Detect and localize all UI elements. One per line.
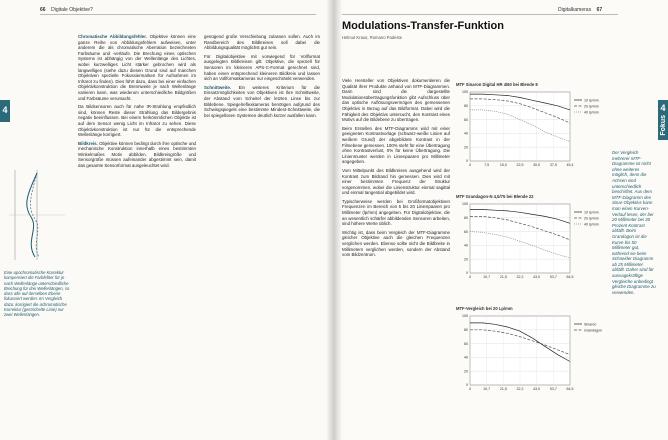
- book-gutter: [326, 0, 342, 440]
- y-tick-label: 0: [466, 159, 468, 164]
- mtf-chart-1: [456, 82, 606, 184]
- y-tick-label: 20: [464, 257, 468, 262]
- x-tick-label: 0: [469, 275, 471, 279]
- y-tick-label: 80: [464, 328, 468, 332]
- x-tick-label: 64,5: [566, 275, 574, 279]
- x-tick-label: 21,5: [499, 387, 507, 391]
- right-running-head: [558, 7, 602, 13]
- x-tick-label: 32,2: [516, 387, 524, 391]
- legend-label: Grandagon: [584, 328, 602, 333]
- left-running-title: Digitale Objektive?: [51, 7, 93, 13]
- x-tick-label: 43,0: [533, 275, 541, 279]
- mtf-chart-3-title: MTF-Vergleich bei 20 Lp/mm: [456, 306, 513, 311]
- y-tick-label: 40: [464, 131, 468, 136]
- y-tick-label: 100: [462, 314, 468, 319]
- mtf-chart-1-plot: [456, 87, 606, 179]
- right-running-title: Digitalkameras: [558, 7, 592, 13]
- x-tick-label: 43,0: [533, 387, 541, 391]
- right-col-para-4: Typischerweise werden bei Großformatobjektiven Frequenzen im Bereich von 5 bis 20 Linienpaaren pro Millimeter (lp/mm) angegeben. Für Digitalobjektive, die an wesentlich schärfer abbildenden Sensoren arbeiten, sind höhere Werte üblich.: [342, 198, 450, 227]
- legend-label: 10 lp/mm: [584, 210, 599, 215]
- left-figure-caption: Eine apochromatische Korrektur kompensiert die Farbfehler für je nach Wellenlänge unterschiedliche Brechung für drei Wellenlängen, so dass alle auf derselben Ebene fokussiert werden. Im Vergleich dazu: korrigiert die achromatische Korrektur (gestrichelte Linie) nur zwei Wellenlängen.: [4, 270, 70, 318]
- left-col1-para-1: Chromatische Abbildungsfehler. Objektive können eine ganze Reihe von Abbildungsfehlern aufweisen, unter anderem die als chromatische Aberration bezeichneten Farbsäume und -verläufe. Die Brechung eines optischen Systems ist abhängig von der Wellenlänge des Lichtes, wobei kurzwelliges Licht stärker gebrochen wird als langwelliges (siehe dazu diesen Grund sind auf manchen Objektiven spezielle Fokussiermarken für Aufnahmen im Infrarot zu finden). Dies führt dazu, dass bei einer einfachen Objektivkonstruktion die Brennweite je nach Wellenlänge variieren kann, was wiederum unterschiedliche Bildgrößen und Farbsäume verursacht.: [78, 34, 196, 101]
- y-tick-label: 100: [462, 202, 468, 207]
- apochromat-diagram: [5, 165, 69, 265]
- x-tick-label: 32,2: [516, 275, 524, 279]
- y-tick-label: 60: [464, 341, 468, 346]
- right-top-rule: [342, 14, 618, 15]
- page-title: Modulations-Transfer-Funktion: [342, 20, 504, 32]
- mtf-chart-2-plot: [456, 199, 606, 291]
- y-tick-label: 80: [464, 216, 468, 220]
- legend-label: 20 lp/mm: [584, 216, 599, 221]
- y-tick-label: 80: [464, 104, 468, 108]
- left-column-2: [204, 34, 320, 121]
- y-tick-label: 100: [462, 90, 468, 95]
- left-column-1: [78, 34, 196, 172]
- x-tick-label: 22,5: [516, 163, 524, 167]
- left-col2-para-3: Schnittweite. Ein weiteres Kriterium für die Einsatzmöglichkeiten von Objektiven ist ihre Schnittweite, der Abstand vom Scheitel der letzten Linse bis zur Bildebene. Spiegelreflexkameras benötigen aufgrund des Schwingspiegels eine bestimmte Mindest-Schnittweite, die bei spiegellosen Systemen deutlich kürzer ausfallen kann.: [204, 84, 320, 118]
- legend-label: 20 lp/mm: [584, 104, 599, 109]
- x-tick-label: 15,0: [499, 163, 507, 167]
- x-tick-label: 53,7: [549, 275, 557, 279]
- mtf-chart-2: [456, 194, 606, 296]
- side-note: Der Vergleich mehrerer MTF-Diagramme ist nicht ohne weiteres möglich, denn die Achsen sind unterschiedlich beschriftet. Aus dem MTF-Diagramm des Sinar-Objektivs kann man einen Kurven-Verlauf lesen, der bei 20 Millimeter bei 30 Prozent Kontrast abfällt. Beim Grandagon ist die Kurve bis 50 Millimeter gut, während sie beim Schneider Diagramm ab 25 Millimeter abfällt. Daher sind für aussagekräftige Vergleiche unbedingt gleiche Diagramme zu verwenden.: [612, 150, 656, 295]
- x-tick-label: 21,5: [499, 275, 507, 279]
- left-running-head: [40, 7, 93, 13]
- y-tick-label: 20: [464, 369, 468, 374]
- x-tick-label: 64,5: [566, 387, 574, 391]
- legend-label: 40 lp/mm: [584, 110, 599, 115]
- x-tick-label: 10,7: [483, 387, 491, 391]
- mtf-chart-1-title: MTF Sinaron Digital HR 4/60 bei Blende 8: [456, 82, 538, 87]
- authors: Helmut Kraus, Romano Padeste: [342, 35, 403, 40]
- legend-label: 40 lp/mm: [584, 222, 599, 227]
- right-col-para-2: Beim Erstellen des MTF-Diagramms wird mit einer geeigneten Kontrastvorlage (schwarz-weiße Linien auf weißem Grund) der abgebildete Kontrast in der Filmebene gemessen. 100% steht für eine Übertragung ohne Kontrastverlust, 0% für keine Übertragung. Die Linienmuster werden in Linienpaaren pro Millimeter angegeben.: [342, 125, 450, 165]
- left-col1-para-2: Da Bildsensoren auch für nahe IR-Strahlung empfindlich sind, können Reste dieser Strahlung das Bildergebnis negativ beeinflussen. Bei einem herkömmlichen Objektiv ist auf dem Sensor wenig Licht im Infrarot zu sehen. Diese Objektivkonstruktion ist nur für die entsprechende Wellenlänge korrigiert.: [78, 104, 196, 138]
- left-page-number: 66: [40, 7, 46, 13]
- mtf-chart-3-plot: [456, 311, 606, 403]
- right-col-para-5: Wichtig ist, dass beim Vergleich der MTF-Diagramme gleicher Objektive auch die gleichen Frequenzen verglichen werden. Ebenso sollte nicht die Bildbreite in Millimetern verglichen werden, sondern der Abstand vom Bildzentrum.: [342, 229, 450, 258]
- y-tick-label: 0: [466, 383, 468, 388]
- right-col-para-3: Vom Mittelpunkt des Bildkreises ausgehend wird der Kontrast zum Bildrand hin gemessen. Dies wird mit einer bestimmten Frequenz der Struktur vorgenommen, wobei die Linienstruktur einmal sagittal und einmal tangential abgebildet wird.: [342, 167, 450, 196]
- legend-label: Sinaron: [584, 322, 597, 327]
- x-tick-label: 0: [469, 163, 471, 167]
- x-tick-label: 37,5: [549, 163, 557, 167]
- x-tick-label: 53,7: [549, 387, 557, 391]
- right-column: [342, 78, 450, 261]
- left-col2-para-2: Für Digitalobjektive mit vorwiegend für Vollformat ausgelegten Bildkreisen gilt: Objektive, die speziell für Sensoren im kleineren APS-C-Format gerechnet sind, haben einen entsprechend kleineren Bildkreis und lassen sich an Vollformatkameras nur eingeschränkt verwenden.: [204, 53, 320, 82]
- right-col-para-1: Viele Hersteller von Objektiven dokumentieren die Qualität ihrer Produkte anhand von MTF-Diagrammen. Darin sind die dargestellte Modulationsübertragungsfunktion gibt Aufschluss über das optische Auflösungsvermögen des gemessenen Objektivs in Bezug auf das Bildformat. Dabei wird die Fähigkeit des Objektivs untersucht, den Kontrast eines Motivs auf die Bildebene zu übertragen.: [342, 78, 450, 123]
- x-tick-label: 0: [469, 387, 471, 391]
- right-page: [334, 0, 668, 440]
- y-tick-label: 40: [464, 243, 468, 248]
- y-tick-label: 0: [466, 271, 468, 276]
- x-tick-label: 30,0: [533, 163, 541, 167]
- x-tick-label: 7,5: [484, 163, 490, 167]
- legend-label: 10 lp/mm: [584, 98, 599, 103]
- right-chapter-tab: 4 Fokus: [658, 100, 668, 140]
- right-page-number: 67: [596, 7, 603, 13]
- y-tick-label: 60: [464, 117, 468, 122]
- x-tick-label: 45,4: [566, 163, 574, 167]
- mtf-chart-2-title: MTF Grandagon-N 4,5/75 bei Blende 22: [456, 194, 534, 199]
- y-tick-label: 60: [464, 229, 468, 234]
- left-col1-para-3: Bildkreis. Objektive können bedingt durch ihre optische und mechanische Konstruktion innerhalb eines bestimmten Winkelmaßes Motiv abbilden. Bildkreisgröße und Sensorgröße müssen aufeinander abgestimmt sein, damit das gesamte Sensorformat ausgeleuchtet wird.: [78, 140, 196, 169]
- y-tick-label: 20: [464, 145, 468, 150]
- left-chapter-tab: 4: [0, 100, 10, 122]
- mtf-chart-3: [456, 306, 606, 408]
- y-tick-label: 40: [464, 355, 468, 360]
- left-top-rule: [40, 14, 316, 15]
- left-col2-para-1: genügend große Verschiebung zulassen sollen. Auch im Randbereich des Bildkreises soll dabei die Abbildungsqualität möglichst gut sein.: [204, 34, 320, 51]
- x-tick-label: 10,7: [483, 275, 491, 279]
